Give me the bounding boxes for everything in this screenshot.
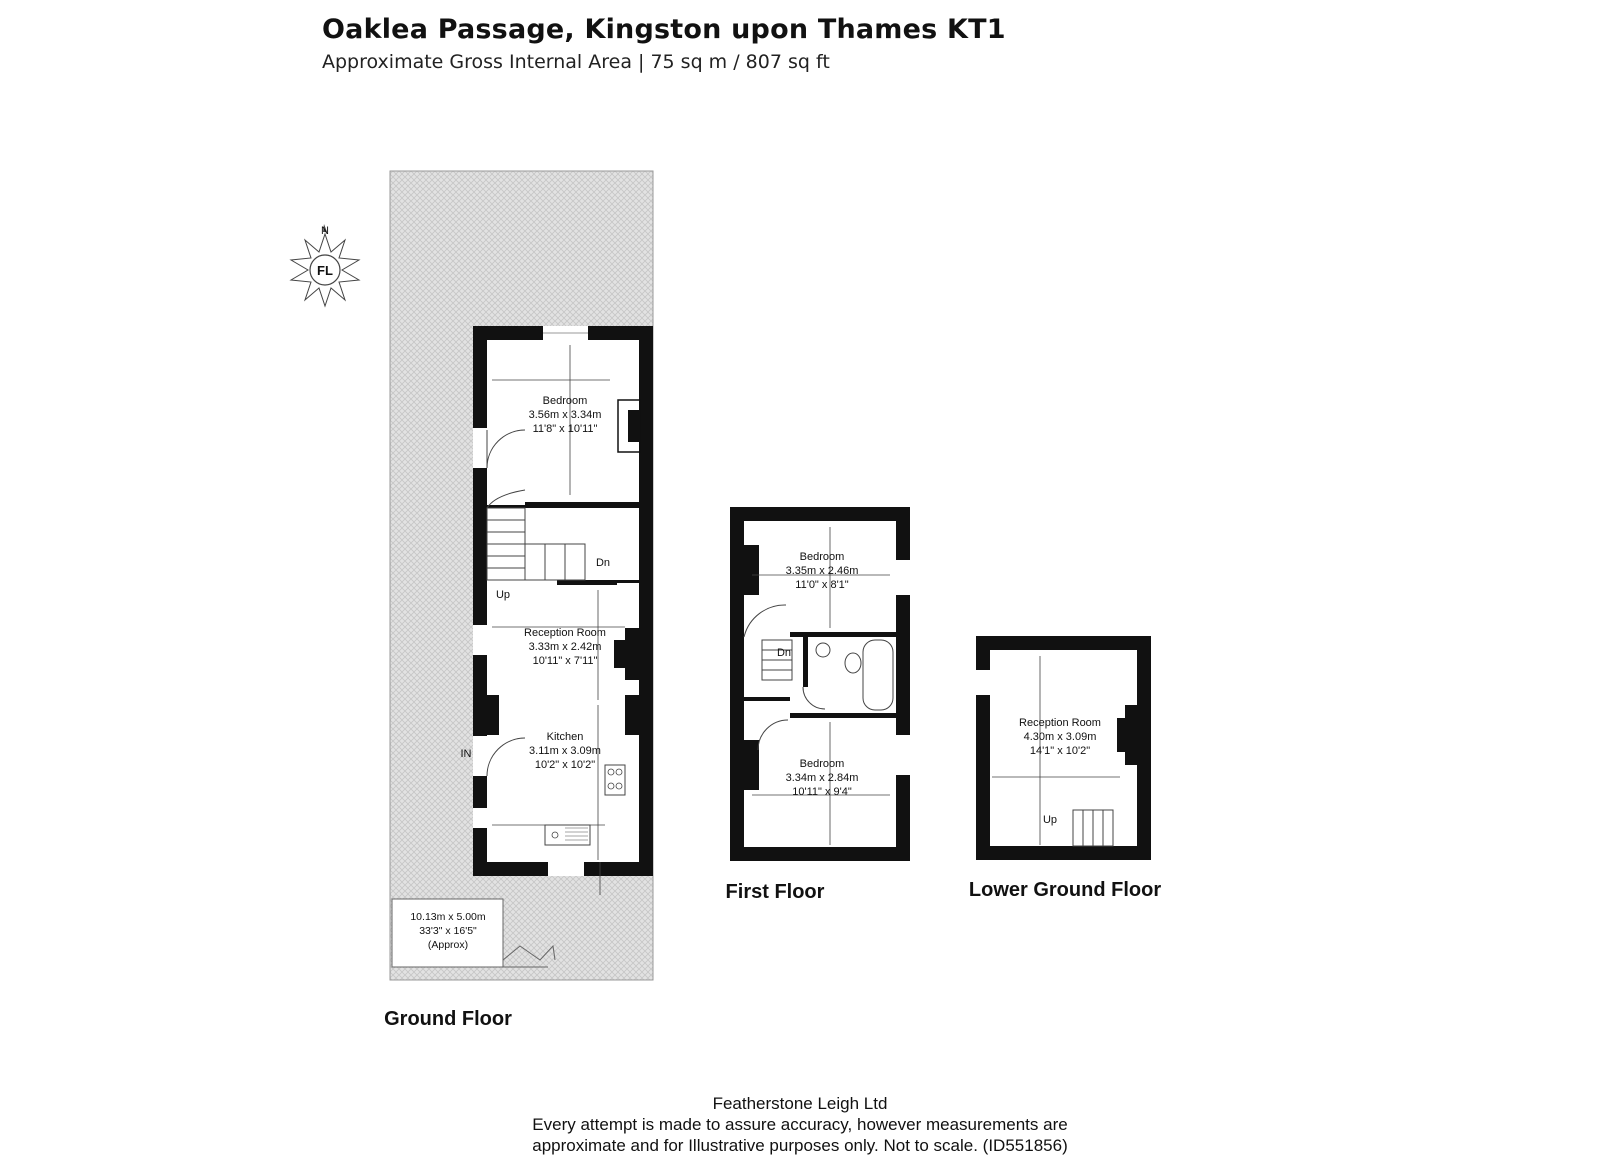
first-bedroom2-metric: 3.34m x 2.84m [785, 772, 859, 784]
ground-kitchen-name: Kitchen [546, 731, 584, 743]
ground-reception-metric: 3.33m x 2.42m [528, 641, 602, 653]
compass-logo-label: FL [317, 263, 333, 278]
garden-metric: 10.13m x 5.00m [410, 911, 486, 923]
first-bedroom1-metric: 3.35m x 2.46m [785, 565, 859, 577]
first-bedroom2-name: Bedroom [799, 758, 845, 770]
lower-reception-imperial: 14'1" x 10'2" [1029, 745, 1091, 757]
garden-imperial: 33'3" x 16'5" [419, 925, 477, 937]
lower-ground-floor-label: Lower Ground Floor [968, 879, 1162, 901]
ground-kitchen-metric: 3.11m x 3.09m [529, 745, 601, 757]
first-floor-label: First Floor [725, 881, 825, 903]
footer-company: Featherstone Leigh Ltd [712, 1094, 888, 1113]
ground-floor-label: Ground Floor [384, 1008, 512, 1030]
first-bedroom1-name: Bedroom [799, 551, 845, 563]
area-subtitle: Approximate Gross Internal Area | 75 sq m / 807 sq ft [322, 51, 830, 73]
ground-kitchen-imperial: 10'2" x 10'2" [534, 759, 596, 771]
first-stairs-down-label: Dn [776, 647, 792, 659]
lower-reception-metric: 4.30m x 3.09m [1023, 731, 1097, 743]
first-bedroom2-imperial: 10'11" x 9'4" [792, 786, 852, 798]
ground-bedroom-name: Bedroom [542, 395, 588, 407]
ground-reception-name: Reception Room [524, 627, 606, 639]
ground-bedroom-metric: 3.56m x 3.34m [528, 409, 602, 421]
compass-north-label: N [321, 225, 329, 237]
page-title: Oaklea Passage, Kingston upon Thames KT1 [322, 14, 1006, 45]
ground-reception-imperial: 10'11" x 7'11" [532, 655, 598, 667]
lower-stairs-up-label: Up [1042, 814, 1058, 826]
garden-note: (Approx) [427, 939, 469, 951]
entrance-label: IN [460, 748, 472, 760]
ground-stairs-down-label: Dn [595, 557, 611, 569]
ground-bedroom-imperial: 11'8" x 10'11" [532, 423, 598, 435]
footer-disclaimer-line1: Every attempt is made to assure accuracy, however measurements are [532, 1115, 1068, 1134]
footer-disclaimer-line2: approximate and for Illustrative purposes only. Not to scale. (ID551856) [532, 1136, 1068, 1155]
ground-stairs-up-label: Up [495, 589, 511, 601]
first-bedroom1-imperial: 11'0" x 8'1" [795, 579, 849, 591]
lower-reception-name: Reception Room [1019, 717, 1101, 729]
